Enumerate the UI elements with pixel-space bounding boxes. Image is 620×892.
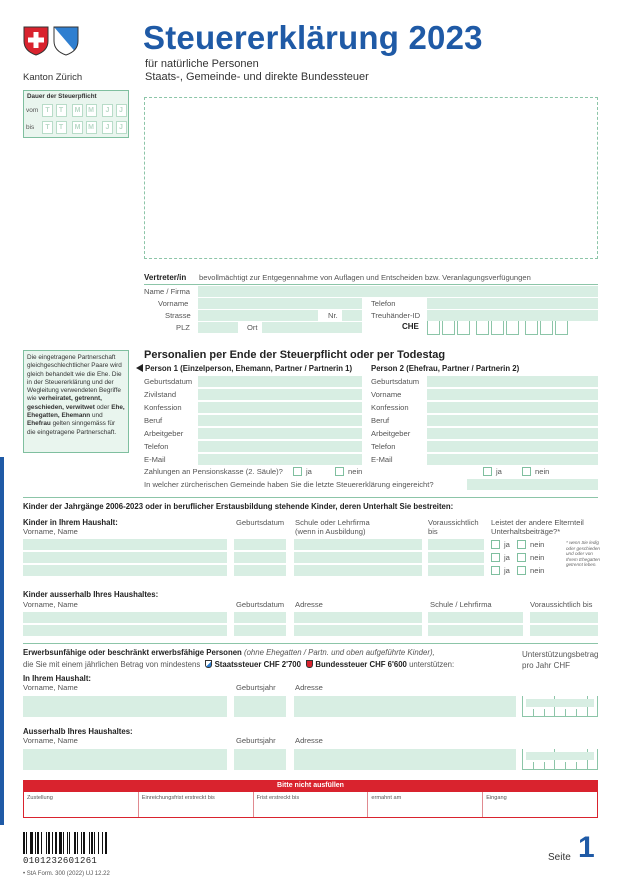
disabled-birthyear-label: Geburtsjahr xyxy=(236,683,276,692)
barcode-bar xyxy=(69,832,70,854)
rep-zip-field[interactable] xyxy=(198,322,238,333)
child-support-yes-checkbox[interactable] xyxy=(491,553,500,562)
amount-shade xyxy=(526,752,594,760)
duration-cell[interactable]: M xyxy=(86,104,97,117)
child-support-yes-checkbox[interactable] xyxy=(491,540,500,549)
swiss-small-icon xyxy=(306,660,313,668)
disabled-outside-heading: Ausserhalb Ihres Haushaltes: xyxy=(23,727,133,736)
duration-to-cells[interactable] xyxy=(42,121,128,134)
children-outside-birth-label: Geburtsdatum xyxy=(236,600,285,609)
office-cell-label: Zustellung xyxy=(27,795,53,801)
rep-firstname-label: Vorname xyxy=(158,299,189,308)
office-cell xyxy=(482,792,597,817)
page-label: Seite xyxy=(548,852,571,863)
barcode xyxy=(23,832,133,854)
che-cells[interactable] xyxy=(427,321,598,335)
person1-field-label: Geburtsdatum xyxy=(144,377,193,386)
rep-phone-field[interactable] xyxy=(427,298,598,309)
person2-field[interactable] xyxy=(427,454,598,465)
person2-field[interactable] xyxy=(427,441,598,452)
subtitle-persons: für natürliche Personen xyxy=(145,58,259,70)
person1-field-label: Telefon xyxy=(144,442,169,451)
amount-digit-divider xyxy=(576,709,577,717)
child-until-field[interactable] xyxy=(428,552,484,563)
partner-note-bold1: verheiratet, getrennt, geschieden, verwitwet xyxy=(27,395,102,411)
disabled-title xyxy=(23,648,435,657)
person1-field[interactable] xyxy=(198,415,362,426)
rep-firstname-field[interactable] xyxy=(198,298,362,309)
subtitle-taxes: Staats-, Gemeinde- und direkte Bundessteuer xyxy=(145,71,369,83)
children-school-sub: (wenn in Ausbildung) xyxy=(295,527,366,536)
swiss-coat-of-arms-icon xyxy=(23,26,49,56)
che-digit-cell[interactable] xyxy=(491,321,504,335)
person1-arrow-icon xyxy=(136,364,143,372)
rep-place-field[interactable] xyxy=(262,322,362,333)
disabled-in-name-field[interactable] xyxy=(23,696,227,717)
disabled-out-name-label: Vorname, Name xyxy=(23,736,78,745)
office-banner xyxy=(23,780,598,791)
che-digit-cell[interactable] xyxy=(525,321,538,335)
barcode-bar xyxy=(30,832,33,854)
child-out-address-field[interactable] xyxy=(294,612,422,623)
amount-shade xyxy=(526,699,594,707)
person2-field-label: E-Mail xyxy=(371,455,393,464)
partner-note-bold3: Ehefrau xyxy=(27,420,51,428)
disabled-out-address-label: Adresse xyxy=(295,736,323,745)
support-footnote: * wenn Sie ledig oder geschieden und oder von Ihrem Ehegatten getrennt leben. xyxy=(566,540,600,568)
disabled-in-amount-field[interactable] xyxy=(522,696,598,717)
child-out-birth-field[interactable] xyxy=(234,612,286,623)
amount-digit-divider xyxy=(576,762,577,770)
barcode-bar xyxy=(98,832,99,854)
p2-pension-no-checkbox[interactable] xyxy=(522,467,531,476)
child-until-field[interactable] xyxy=(428,539,484,550)
children-outside-heading: Kinder ausserhalb Ihres Haushaltes: xyxy=(23,590,159,599)
rep-street-field[interactable] xyxy=(198,310,318,321)
child-support-yes-label: ja xyxy=(504,566,510,575)
barcode-bar xyxy=(52,832,53,854)
amount-digit-divider xyxy=(565,762,566,770)
che-digit-cell[interactable] xyxy=(427,321,440,335)
child-out-school-field[interactable] xyxy=(428,612,523,623)
office-cell xyxy=(367,792,482,817)
child-name-field[interactable] xyxy=(23,552,227,563)
child-support-no-label: nein xyxy=(530,553,545,562)
duration-cell[interactable]: T xyxy=(56,104,67,117)
children-outside-school-label: Schule / Lehrfirma xyxy=(430,600,492,609)
p1-pension-no-label: nein xyxy=(348,467,363,476)
duration-cell[interactable]: J xyxy=(102,121,113,134)
last-return-field[interactable] xyxy=(467,479,598,490)
person1-field-label: Arbeitgeber xyxy=(144,429,184,438)
per-year-label: pro Jahr CHF xyxy=(522,661,571,670)
barcode-bar xyxy=(81,832,82,854)
amount-digit-divider xyxy=(544,709,545,717)
barcode-bar xyxy=(37,832,39,854)
person2-field-label: Arbeitgeber xyxy=(371,429,411,438)
barcode-bar xyxy=(63,832,64,854)
child-school-field[interactable] xyxy=(294,539,422,550)
barcode-bar xyxy=(77,832,78,854)
p1-pension-yes-label: ja xyxy=(306,467,312,476)
amount-digit-divider xyxy=(565,709,566,717)
duration-to-label: bis xyxy=(26,124,35,131)
last-return-label: In welcher zürcherischen Gemeinde haben Sie die letzte Steuererklärung eingereicht? xyxy=(144,480,434,489)
person2-field[interactable] xyxy=(427,415,598,426)
person1-field[interactable] xyxy=(198,428,362,439)
children-birth-label: Geburtsdatum xyxy=(236,518,285,527)
page-title: Steuererklärung 2023 xyxy=(143,19,483,56)
person2-field-label: Beruf xyxy=(371,416,390,425)
person1-field-label: Beruf xyxy=(144,416,163,425)
person2-field[interactable] xyxy=(427,389,598,400)
p1-pension-no-checkbox[interactable] xyxy=(335,467,344,476)
barcode-bar xyxy=(35,832,36,854)
barcode-bar xyxy=(91,832,93,854)
person2-field[interactable] xyxy=(427,428,598,439)
disabled-title-italic: (ohne Ehegatten / Partn. und oben aufgeführte Kinder), xyxy=(241,648,435,657)
office-cell xyxy=(253,792,368,817)
barcode-bar xyxy=(55,832,57,854)
canton-name: Kanton Zürich xyxy=(23,72,83,83)
office-cell-label: ermahnt am xyxy=(371,795,402,801)
side-mark xyxy=(0,457,4,825)
barcode-bar xyxy=(105,832,107,854)
person2-field-label: Vorname xyxy=(371,390,402,399)
child-support-no-checkbox[interactable] xyxy=(517,553,526,562)
disabled-out-birthyear-field[interactable] xyxy=(234,749,286,770)
p2-pension-no-label: nein xyxy=(535,467,550,476)
rep-phone-label: Telefon xyxy=(371,299,396,308)
disabled-out-birthyear-label: Geburtsjahr xyxy=(236,736,276,745)
duration-cell[interactable]: T xyxy=(56,121,67,134)
barcode-bar xyxy=(46,832,47,854)
p1-pension-yes-checkbox[interactable] xyxy=(293,467,302,476)
disabled-support-suffix: unterstützen: xyxy=(409,660,455,669)
zurich-coat-of-arms-icon xyxy=(53,26,79,56)
children-in-household-heading: Kinder in Ihrem Haushalt: xyxy=(23,518,118,527)
children-outside-address-label: Adresse xyxy=(295,600,323,609)
barcode-bar xyxy=(59,832,62,854)
person2-field-label: Konfession xyxy=(371,403,409,412)
che-digit-cell[interactable] xyxy=(540,321,553,335)
person1-field-label: Konfession xyxy=(144,403,182,412)
che-digit-cell[interactable] xyxy=(476,321,489,335)
barcode-bar xyxy=(26,832,27,854)
rep-street-label: Strasse xyxy=(165,311,191,320)
duration-cell[interactable]: J xyxy=(102,104,113,117)
office-cell-label: Frist erstreckt bis xyxy=(256,795,300,801)
pension-label: Zahlungen an Pensionskasse (2. Säule)? xyxy=(144,467,283,476)
child-support-no-checkbox[interactable] xyxy=(517,540,526,549)
children-outside-until-label: Voraussichtlich bis xyxy=(530,600,593,609)
duration-cell[interactable]: M xyxy=(86,121,97,134)
children-school-label: Schule oder Lehrfirma xyxy=(295,518,370,527)
child-support-no-label: nein xyxy=(530,540,545,549)
page-number: 1 xyxy=(578,831,595,864)
partner-note-box xyxy=(23,350,129,453)
person1-field-label: E-Mail xyxy=(144,455,166,464)
child-name-field[interactable] xyxy=(23,539,227,550)
child-out-address-field[interactable] xyxy=(294,625,422,636)
rep-trustee-label: Treuhänder-ID xyxy=(371,311,421,320)
child-school-field[interactable] xyxy=(294,552,422,563)
child-out-school-field[interactable] xyxy=(428,625,523,636)
child-birth-field[interactable] xyxy=(234,539,286,550)
duration-title: Dauer der Steuerpflicht xyxy=(27,93,97,100)
che-label: CHE xyxy=(402,322,419,331)
barcode-number: 0101232601261 xyxy=(23,856,98,866)
office-cell-label: Eingang xyxy=(486,795,507,801)
che-digit-cell[interactable] xyxy=(442,321,455,335)
address-window xyxy=(144,97,598,259)
disabled-in-birthyear-field[interactable] xyxy=(234,696,286,717)
disabled-name-label: Vorname, Name xyxy=(23,683,78,692)
rep-trustee-field[interactable] xyxy=(427,310,598,321)
barcode-bar xyxy=(89,832,90,854)
disabled-address-label: Adresse xyxy=(295,683,323,692)
child-out-birth-field[interactable] xyxy=(234,625,286,636)
representative-title: Vertreter/in xyxy=(144,273,187,282)
support-amount-label: Unterstützungsbetrag xyxy=(522,650,599,659)
duration-from-label: vom xyxy=(26,107,39,114)
disabled-out-address-field[interactable] xyxy=(294,749,516,770)
barcode-bar xyxy=(41,832,42,854)
zurich-small-icon xyxy=(205,660,212,668)
children-until-sub: bis xyxy=(428,527,438,536)
person1-field[interactable] xyxy=(198,389,362,400)
amount-digit-divider xyxy=(544,762,545,770)
child-birth-field[interactable] xyxy=(234,552,286,563)
child-until-field[interactable] xyxy=(428,565,484,576)
rep-place-label: Ort xyxy=(247,323,258,332)
child-school-field[interactable] xyxy=(294,565,422,576)
children-until-label: Voraussichtlich xyxy=(428,518,479,527)
child-support-yes-checkbox[interactable] xyxy=(491,566,500,575)
child-support-no-checkbox[interactable] xyxy=(517,566,526,575)
office-table xyxy=(23,791,598,818)
disabled-title-bold: Erwerbsunfähige oder beschränkt erwerbsfähige Personen xyxy=(23,648,242,657)
child-out-name-field[interactable] xyxy=(23,612,227,623)
rep-nr-label: Nr. xyxy=(328,311,338,320)
barcode-bar xyxy=(102,832,103,854)
person1-field[interactable] xyxy=(198,454,362,465)
partner-note-text2: oder xyxy=(94,403,112,411)
children-outside-name-label: Vorname, Name xyxy=(23,600,78,609)
barcode-bar xyxy=(48,832,50,854)
child-name-field[interactable] xyxy=(23,565,227,576)
child-support-no-label: nein xyxy=(530,566,545,575)
child-birth-field[interactable] xyxy=(234,565,286,576)
federal-tax-threshold: Bundessteuer CHF 6'600 xyxy=(315,660,407,669)
person1-field[interactable] xyxy=(198,441,362,452)
child-out-name-field[interactable] xyxy=(23,625,227,636)
barcode-bar xyxy=(23,832,25,854)
disabled-in-address-field[interactable] xyxy=(294,696,516,717)
child-support-yes-label: ja xyxy=(504,553,510,562)
office-cell xyxy=(138,792,253,817)
person2-field-label: Geburtsdatum xyxy=(371,377,420,386)
barcode-bar xyxy=(83,832,85,854)
office-banner-text: Bitte nicht ausfüllen xyxy=(277,782,344,789)
person2-field[interactable] xyxy=(427,376,598,387)
che-digit-cell[interactable] xyxy=(457,321,470,335)
child-out-until-field[interactable] xyxy=(530,625,598,636)
support-question-2: Unterhaltsbeiträge?* xyxy=(491,527,561,536)
duration-cell[interactable]: T xyxy=(42,104,53,117)
child-support-yes-label: ja xyxy=(504,540,510,549)
person1-field-label: Zivilstand xyxy=(144,390,177,399)
personal-title: Personalien per Ende der Steuerpflicht oder per Todestag xyxy=(144,349,446,361)
office-cell xyxy=(24,792,138,817)
duration-from-cells[interactable] xyxy=(42,104,128,117)
barcode-bar xyxy=(74,832,76,854)
rep-zip-label: PLZ xyxy=(176,323,190,332)
disabled-out-amount-field[interactable] xyxy=(522,749,598,770)
barcode-bar xyxy=(94,832,95,854)
state-tax-threshold: Staatssteuer CHF 2'700 xyxy=(214,660,301,669)
barcode-bar xyxy=(67,832,68,854)
rep-nr-field[interactable] xyxy=(342,310,362,321)
duration-cell[interactable]: M xyxy=(72,104,83,117)
partner-note-text4: gelten sinngemäss für die eingetragene Partnerschaft. xyxy=(27,420,117,436)
duration-cell[interactable]: T xyxy=(42,121,53,134)
rep-name-field[interactable] xyxy=(198,286,598,297)
disabled-line2-text: die Sie mit einem jährlichen Betrag von mindestens xyxy=(23,660,201,669)
amount-digit-divider xyxy=(533,709,534,717)
person2-heading: Person 2 (Ehefrau, Partner / Partnerin 2) xyxy=(371,364,520,373)
duration-cell[interactable]: M xyxy=(72,121,83,134)
rep-name-label: Name / Firma xyxy=(144,287,190,296)
representative-description: bevollmächtigt zur Entgegennahme von Auflagen und Entscheiden bzw. Veranlagungsverfügungen xyxy=(199,273,531,282)
partner-note-bold2: Ehe, Ehegatten, Ehemann xyxy=(27,403,125,420)
duration-cell[interactable]: J xyxy=(116,104,127,117)
child-out-until-field[interactable] xyxy=(530,612,598,623)
person1-field[interactable] xyxy=(198,402,362,413)
form-number: • StA Form. 300 (2022) UJ 12.22 xyxy=(23,871,110,877)
office-cell-label: Einreichungsfrist erstreckt bis xyxy=(141,795,215,801)
children-title: Kinder der Jahrgänge 2006-2023 oder in beruflicher Erstausbildung stehende Kinder, deren Unterhalt Sie bestreiten: xyxy=(23,502,454,511)
children-name-label: Vorname, Name xyxy=(23,527,78,536)
partner-note-text: Die eingetragene Partnerschaft gleichgeschlechtlicher Paare wird gleich behandelt wie die Ehe. Die in der Steuererklärung und der Wegleitung verwendeten Begriffe wie xyxy=(27,354,122,403)
person2-field-label: Telefon xyxy=(371,442,396,451)
person1-heading: Person 1 (Einzelperson, Ehemann, Partner / Partnerin 1) xyxy=(145,364,353,373)
che-digit-cell[interactable] xyxy=(555,321,568,335)
disabled-in-household-heading: In Ihrem Haushalt: xyxy=(23,674,92,683)
duration-cell[interactable]: J xyxy=(116,121,127,134)
support-question-1: Leistet der andere Elternteil xyxy=(491,518,584,527)
amount-digit-divider xyxy=(533,762,534,770)
partner-note-text3: und xyxy=(90,412,103,420)
p2-pension-yes-label: ja xyxy=(496,467,502,476)
disabled-out-name-field[interactable] xyxy=(23,749,227,770)
che-digit-cell[interactable] xyxy=(506,321,519,335)
disabled-line2 xyxy=(23,660,454,669)
person1-field[interactable] xyxy=(198,376,362,387)
p2-pension-yes-checkbox[interactable] xyxy=(483,467,492,476)
person2-field[interactable] xyxy=(427,402,598,413)
